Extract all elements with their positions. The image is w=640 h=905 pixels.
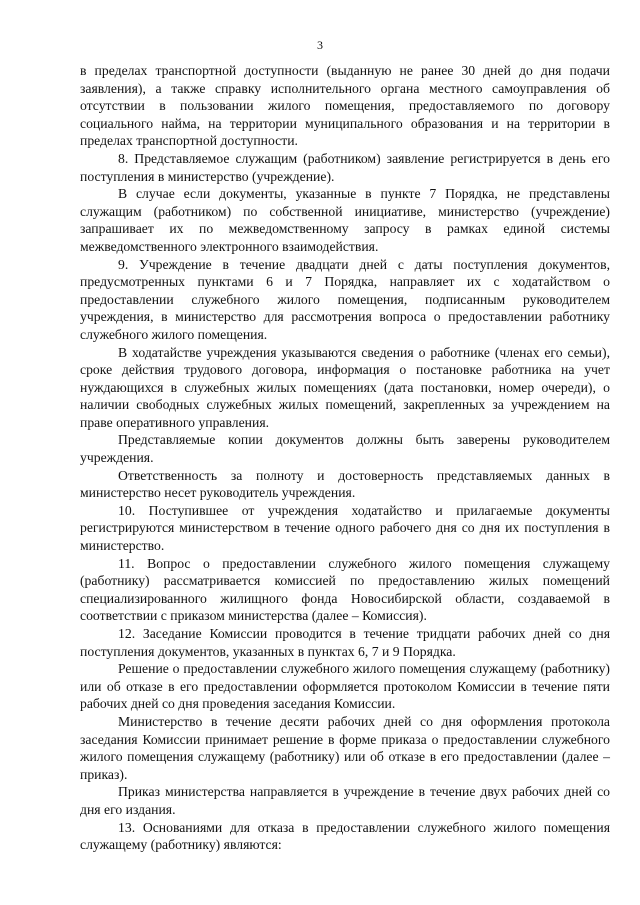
document-body — [80, 62, 610, 854]
paragraph-item-9: 9. Учреждение в течение двадцати дней с даты поступления документов, предусмотренных пунктами 6 и 7 Порядка, направляет их с ходатайством о предоставлении служебного жилого помещения, подписанным руководителем учреждения, в министерство для рассмотрения вопроса о предоставлении работнику служебного жилого помещения. — [80, 256, 610, 342]
paragraph-ministry-order: Министерство в течение десяти рабочих дней со дня оформления протокола заседания Комиссии принимает решение в форме приказа о предоставлении служебного жилого помещения служащему (работнику) или об отказе в его предоставлении (далее – приказ). — [80, 713, 610, 782]
paragraph-item-8: 8. Представляемое служащим (работником) заявление регистрируется в день его поступления в министерство (учреждение). — [80, 150, 610, 184]
paragraph-continuation: в пределах транспортной доступности (выданную не ранее 30 дней до дня подачи заявления), а также справку исполнительного органа местного самоуправления об отсутствии в пользовании жилого помещения, предоставляемого по договору социального найма, на территории муниципального образования и на территории в пределах транспортной доступности. — [80, 63, 610, 149]
paragraph-item-13: 13. Основаниями для отказа в предоставлении служебного жилого помещения служащему (работнику) являются: — [80, 819, 610, 853]
paragraph-item-12: 12. Заседание Комиссии проводится в течение тридцати рабочих дней со дня поступления документов, указанных в пунктах 6, 7 и 9 Порядка. — [80, 626, 610, 659]
paragraph-certified-copies: Представляемые копии документов должны быть заверены руководителем учреждения. — [80, 432, 610, 466]
paragraph-item-10: 10. Поступившее от учреждения ходатайство и прилагаемые документы регистрируются министерством в течение одного рабочего дня со дня их поступления в министерство. — [80, 502, 610, 554]
paragraph-order-delivery: Приказ министерства направляется в учреждение в течение двух рабочих дней со дня его издания. — [80, 784, 610, 817]
page-number: 3 — [317, 38, 323, 52]
paragraph-item-11: 11. Вопрос о предоставлении служебного жилого помещения служащему (работнику) рассматривается комиссией по предоставлению жилых помещений специализированного жилищного фонда Новосибирской области, создаваемой в соответствии с приказом министерства (далее – Комиссия). — [80, 555, 610, 624]
paragraph-responsibility: Ответственность за полноту и достоверность представляемых данных в министерство несет руководитель учреждения. — [80, 467, 610, 501]
paragraph-petition-details: В ходатайстве учреждения указываются сведения о работнике (членах его семьи), сроке действия трудового договора, информация о постановке работника на учет нуждающихся в служебных жилых помещениях (дата постановки, номер очереди), о наличии свободных служебных жилых помещений, закрепленных за учреждением на праве оперативного управления. — [80, 344, 610, 430]
paragraph-missing-documents: В случае если документы, указанные в пункте 7 Порядка, не представлены служащим (работником) по собственной инициативе, министерство (учреждение) запрашивает их по межведомственному запросу в рамках единой системы межведомственного электронного взаимодействия. — [80, 186, 610, 254]
paragraph-decision-protocol: Решение о предоставлении служебного жилого помещения служащему (работнику) или об отказе в его предоставлении оформляется протоколом Комиссии в течение пяти рабочих дней со дня проведения заседания Комиссии. — [80, 661, 610, 712]
